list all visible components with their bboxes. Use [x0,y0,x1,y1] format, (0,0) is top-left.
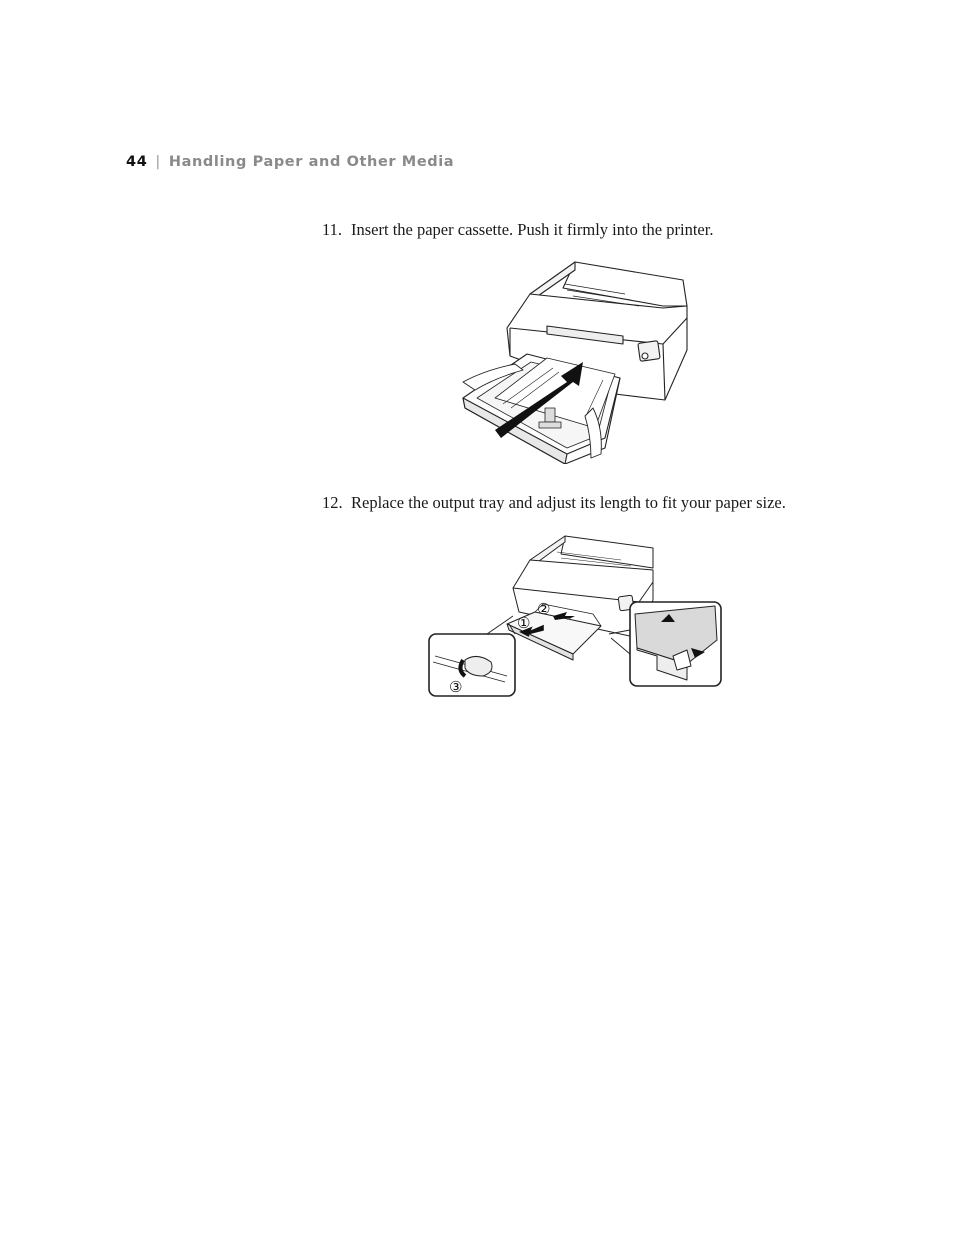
step-number: 11. [322,220,343,239]
step-number: 12. [322,493,343,512]
insert-cassette-illustration [455,258,695,464]
callout-2: ② [537,600,551,618]
header-separator: | [155,154,161,170]
running-header [126,154,454,170]
callout-3: ③ [449,678,463,696]
step-text: Replace the output tray and adjust its length to fit your paper size. [351,493,786,512]
step-text: Insert the paper cassette. Push it firmly into the printer. [351,220,714,239]
page-number: 44 [126,154,148,170]
output-tray-illustration [425,530,725,700]
step-11 [322,220,713,240]
section-title: Handling Paper and Other Media [168,154,455,170]
callout-1: ① [517,614,531,632]
step-12 [322,493,786,513]
